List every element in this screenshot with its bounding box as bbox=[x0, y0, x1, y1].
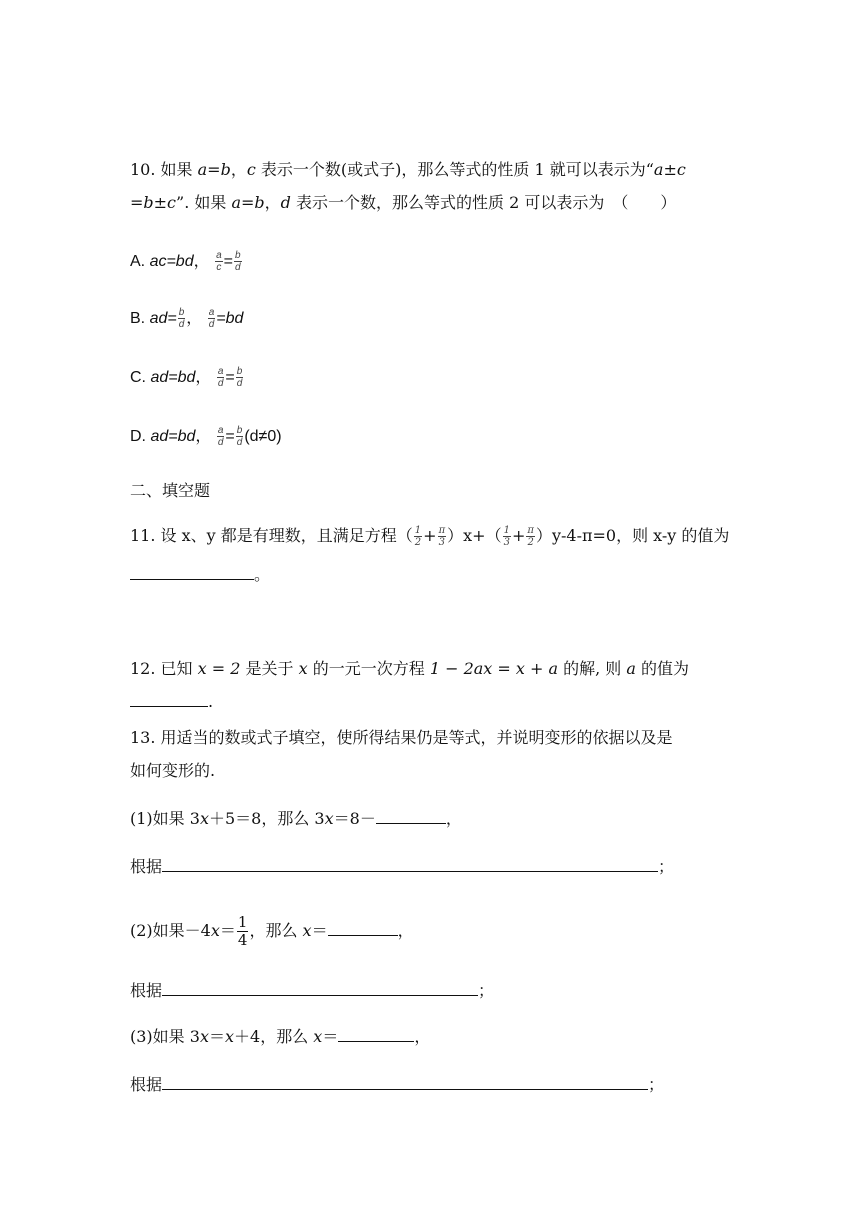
fraction: $\frac{a}{d}$ bbox=[217, 425, 224, 449]
q13-reason-3: 根据 ； bbox=[130, 1075, 665, 1094]
answer-blank[interactable] bbox=[338, 1027, 414, 1042]
q13-reason-1: 根据 ； bbox=[130, 857, 675, 876]
fraction: $\frac{a}{d}$ bbox=[217, 366, 224, 390]
reason-blank[interactable] bbox=[162, 1075, 648, 1090]
answer-blank[interactable] bbox=[130, 692, 208, 707]
fraction: $\frac{1}{4}$ bbox=[237, 913, 248, 949]
q13-line-1: 13. 用适当的数或式子填空，使所得结果仍是等式，并说明变形的依据以及是 bbox=[130, 728, 673, 747]
fraction: $\frac{b}{d}$ bbox=[234, 250, 241, 274]
fraction: $\frac{a}{d}$ bbox=[208, 307, 215, 331]
answer-blank[interactable] bbox=[328, 921, 398, 936]
fraction: $\frac{1}{3}$ bbox=[503, 525, 510, 548]
q10-line-1: 10. 如果 a=b，c 表示一个数(或式子)，那么等式的性质 1 就可以表示为“a±c bbox=[130, 160, 686, 179]
answer-blank[interactable] bbox=[130, 565, 254, 580]
fraction: $\frac{b}{d}$ bbox=[236, 366, 243, 390]
reason-blank[interactable] bbox=[162, 981, 478, 996]
answer-blank[interactable] bbox=[376, 809, 446, 824]
section-title: 二、填空题 bbox=[130, 481, 211, 500]
fraction: $\frac{1}{2}$ bbox=[414, 525, 422, 548]
fraction: $\frac{a}{c}$ bbox=[216, 250, 222, 274]
q10-option-c[interactable]: C. ad=bd， $\frac{a}{d}$ = $\frac{b}{d}$ bbox=[130, 366, 243, 390]
fraction: $\frac{b}{d}$ bbox=[178, 307, 185, 331]
fraction: $\frac{b}{d}$ bbox=[236, 425, 243, 449]
q13-reason-2: 根据 ； bbox=[130, 981, 495, 1000]
fraction: $\frac{\pi}{3}$ bbox=[438, 525, 446, 548]
q11-line-1: 11. 设 x、y 都是有理数，且满足方程（ $\frac{1}{2}$ + $\frac{\pi}{3}$ ）x+（ $\frac{1}{3}$ + $\frac{\pi}{2}$ ）y-4-π=0，则 x-y 的值为 bbox=[130, 525, 730, 548]
q10-option-b[interactable]: B. ad= $\frac{b}{d}$ ， $\frac{a}{d}$ =bd bbox=[130, 307, 244, 331]
q13-sub-3: (3)如果 3x＝x＋4，那么 x＝ ， bbox=[130, 1027, 431, 1046]
q12-line-1: 12. 已知 x = 2 是关于 x 的一元一次方程 1 − 2ax = x + a 的解, 则 a 的值为 bbox=[130, 659, 690, 678]
q13-line-2: 如何变形的. bbox=[130, 761, 216, 780]
q10-option-a[interactable]: A. ac=bd， $\frac{a}{c}$ = $\frac{b}{d}$ bbox=[130, 250, 241, 274]
q10-line-2: =b±c”. 如果 a=b，d 表示一个数，那么等式的性质 2 可以表示为 （ ） bbox=[130, 193, 677, 212]
q13-sub-2: (2)如果－4x＝ $\frac{1}{4}$ ，那么 x＝ ， bbox=[130, 913, 414, 949]
fraction: $\frac{\pi}{2}$ bbox=[527, 525, 534, 548]
q12-line-2: . bbox=[130, 690, 213, 714]
q13-sub-1: (1)如果 3x＋5＝8，那么 3x＝8－ ， bbox=[130, 809, 462, 828]
reason-blank[interactable] bbox=[162, 857, 658, 872]
q11-line-2: 。 bbox=[130, 563, 270, 587]
q10-option-d[interactable]: D. ad=bd， $\frac{a}{d}$ = $\frac{b}{d}$ (d≠0) bbox=[130, 425, 282, 449]
